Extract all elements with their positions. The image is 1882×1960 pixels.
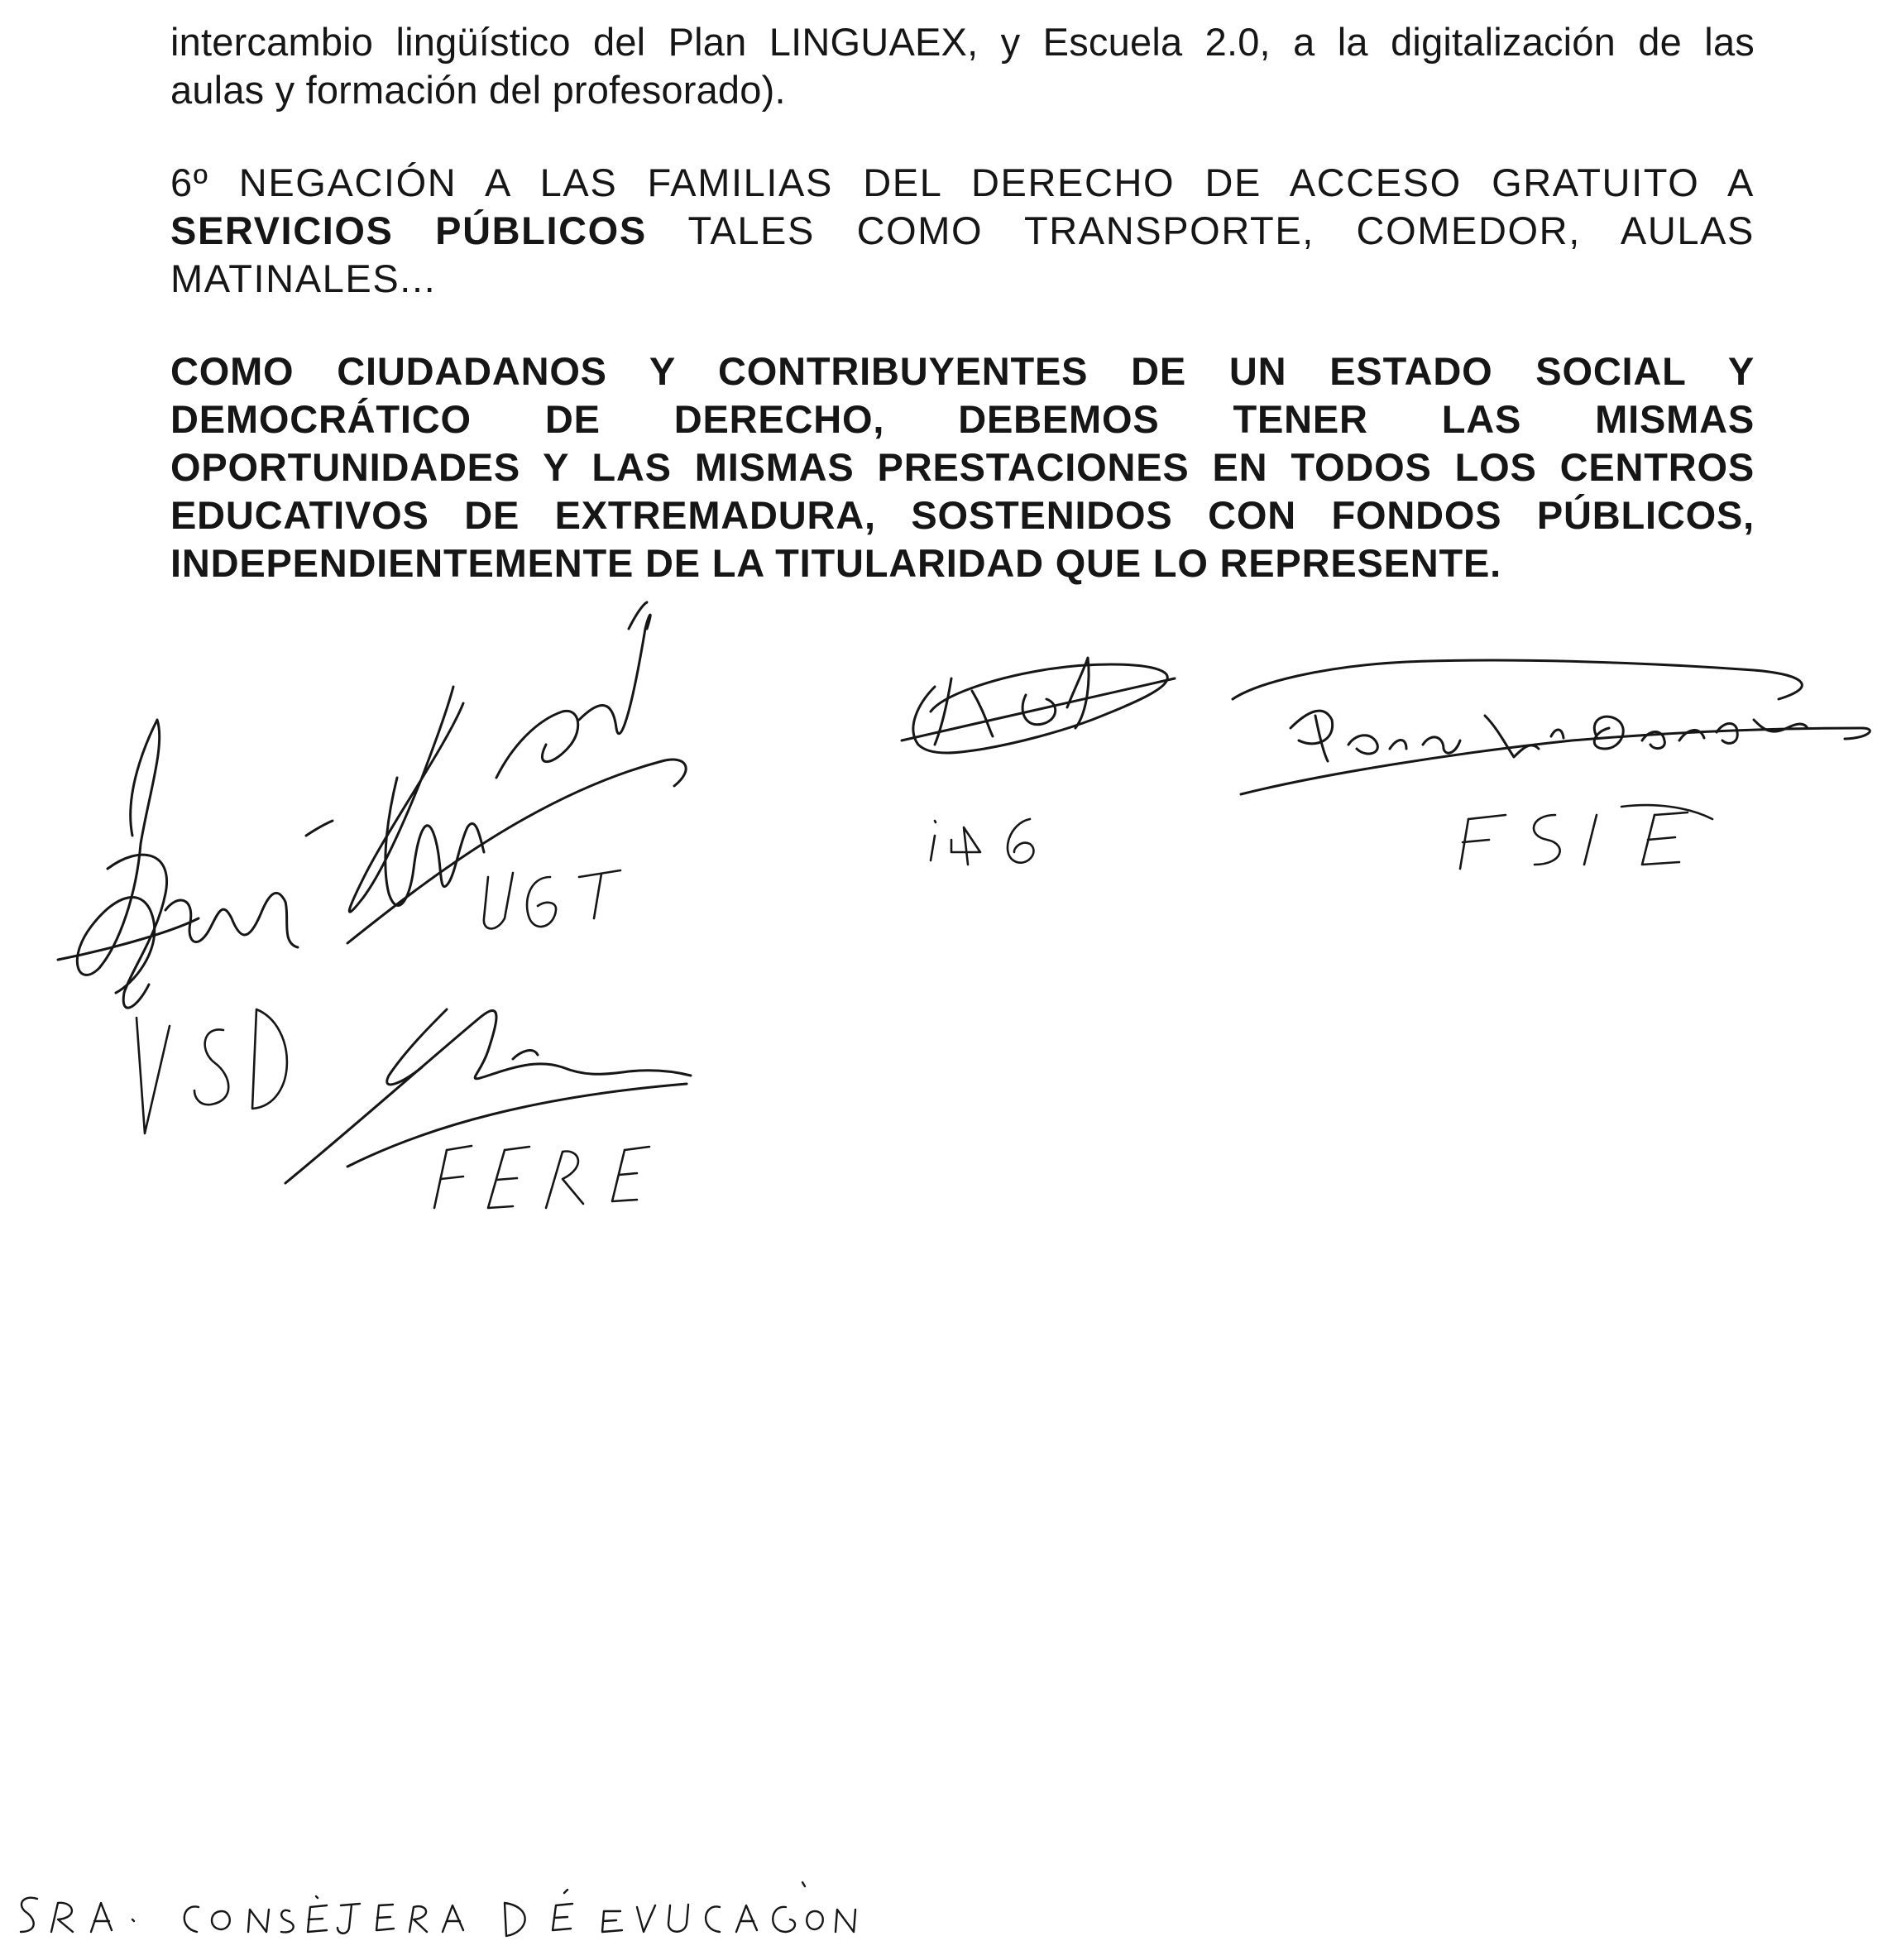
paragraph-line: EDUCATIVOS DE EXTREMADURA, SOSTENIDOS CON FONDOS PÚBLICOS, bbox=[170, 493, 1755, 537]
paragraph-line: COMO CIUDADANOS Y CONTRIBUYENTES DE UN ESTADO SOCIAL Y bbox=[170, 349, 1755, 393]
paragraph-line bbox=[170, 207, 1755, 255]
paragraph-line: aulas y formación del profesorado). bbox=[170, 68, 786, 112]
label-fere bbox=[434, 1146, 649, 1208]
paragraph-conclusion bbox=[170, 347, 1755, 587]
label-ugt bbox=[484, 870, 620, 928]
paragraph-line: INDEPENDIENTEMENTE DE LA TITULARIDAD QUE LO REPRESENTE. bbox=[170, 541, 1502, 585]
label-fsie bbox=[1460, 805, 1712, 869]
paragraph-line: MATINALES... bbox=[170, 256, 437, 300]
signature-fere bbox=[285, 1009, 691, 1183]
paragraph-line: intercambio lingüístico del Plan LINGUAEX, y Escuela 2.0, a la digitalización de las bbox=[170, 20, 1755, 64]
label-iyg bbox=[931, 819, 1033, 865]
paragraph-line: DEMOCRÁTICO DE DERECHO, DEBEMOS TENER LAS MISMAS bbox=[170, 397, 1755, 441]
signature-iyg bbox=[902, 658, 1175, 753]
bold-phrase: SERVICIOS PÚBLICOS bbox=[170, 208, 647, 252]
paragraph-negacion bbox=[170, 159, 1755, 303]
paragraph-intercambio bbox=[170, 18, 1755, 114]
paragraph-line: OPORTUNIDADES Y LAS MISMAS PRESTACIONES EN TODOS LOS CENTROS bbox=[170, 445, 1755, 489]
signature-usd bbox=[58, 720, 333, 1008]
signature-ugt bbox=[347, 602, 686, 943]
signature-fsie bbox=[1233, 660, 1870, 794]
paragraph-line: 6º NEGACIÓN A LAS FAMILIAS DEL DERECHO DE ACCESO GRATUITO A bbox=[170, 161, 1755, 204]
paragraph-line-rest: TALES COMO TRANSPORTE, COMEDOR, AULAS bbox=[646, 208, 1755, 252]
label-usd bbox=[136, 1009, 287, 1133]
footer-handwriting bbox=[21, 1882, 855, 1936]
